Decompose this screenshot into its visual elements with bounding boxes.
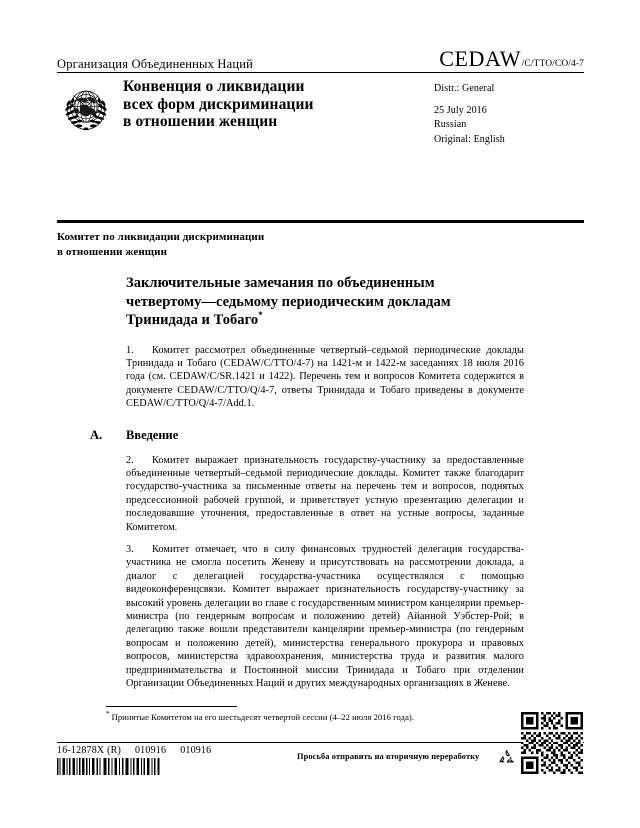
paragraph-number: 1. xyxy=(126,344,134,356)
page-title xyxy=(126,274,524,330)
masthead-top-row xyxy=(57,48,584,70)
paragraph-2 xyxy=(126,454,524,534)
document-content xyxy=(90,274,524,699)
recycle-request-text: Просьба отправить на вторичную переработку xyxy=(297,752,480,761)
paragraph-number: 3. xyxy=(126,543,134,555)
distribution-spacer xyxy=(434,97,584,104)
paragraph-3 xyxy=(126,543,524,690)
page-title-line-2: четвертому—седьмому периодическим докладам xyxy=(126,293,451,310)
document-symbol-suffix: /C/TTO/CO/4-7 xyxy=(521,59,584,69)
masthead xyxy=(57,48,584,70)
un-emblem xyxy=(57,80,115,138)
committee-name-line-1: Комитет по ликвидации дискриминации xyxy=(57,231,265,243)
distribution-type: Distr.: General xyxy=(434,83,495,94)
barcode xyxy=(57,758,162,775)
committee-divider xyxy=(57,220,584,223)
document-symbol-main: CEDAW xyxy=(439,46,522,71)
paragraph-text: Комитет отмечает, что в силу финансовых трудностей делегация государства-участника не смогла посетить Женеву и присутствовать на рассмотрении доклада, а диалог с делегацией государства-участника осуществлялся с помощью видеоконференцсвязи. Комитет выражает признательность государству-участнику за высокий уровень делегации во главе с государственным министром канцелярии премьер-министра (по гендерным вопросам и положению детей) Айанной Уэбстер-Рой; в делегацию также вошли представители канцелярии премьер-министра (по гендерным вопросам и положению детей), министерства генерального прокурора и правовых вопросов, министерства здравоохранения, министерства труда и развития малого предпринимательства и Постоянной миссии Тринидада и Тобаго при отделении Организации Объединенных Наций и других международных организациях в Женеве. xyxy=(126,543,524,690)
un-emblem-container xyxy=(57,78,119,147)
date-code-2: 010916 xyxy=(180,745,212,756)
distribution-block xyxy=(434,78,584,147)
footnote-separator xyxy=(106,706,237,707)
section-letter: A. xyxy=(90,427,103,442)
convention-title-line-3: в отношении женщин xyxy=(123,113,278,130)
committee-name-line-2: в отношении женщин xyxy=(57,246,168,258)
recycle-icon xyxy=(497,748,516,767)
paragraph-number: 2. xyxy=(126,454,134,466)
committee-name xyxy=(57,230,397,260)
footnote xyxy=(106,712,526,723)
masthead-body xyxy=(57,78,584,147)
convention-title-line-1: Конвенция о ликвидации xyxy=(123,78,305,95)
paragraph-1 xyxy=(126,344,524,411)
footnote-marker: * xyxy=(106,710,110,719)
footnote-text: Принятые Комитетом на его шестьдесят четвертой сессии (4–22 июля 2016 года). xyxy=(111,712,415,722)
job-number-line xyxy=(57,745,225,756)
page-title-line-3: Тринидада и Тобаго xyxy=(126,312,259,328)
masthead-divider xyxy=(57,72,584,73)
document-date: 25 July 2016 xyxy=(434,104,487,116)
section-title: Введение xyxy=(126,427,179,442)
paragraph-text: Комитет выражает признательность государству-участнику за предоставленные объединенные четвертый–седьмой периодические доклады. Комитет также благодарит государство-участника за письменные ответы на перечень тем и вопросов, поднятых предсессионной рабочей группой, и приветствует устную презентацию делегации и последовавшие уточнения, предоставленные в ответ на устные вопросы, заданные Комитетом. xyxy=(126,454,524,533)
document-original-language: Original: English xyxy=(434,133,505,145)
document-language: Russian xyxy=(434,119,467,130)
document-symbol xyxy=(439,48,584,70)
title-footnote-marker: * xyxy=(258,310,263,321)
page-title-line-1: Заключительные замечания по объединенным xyxy=(126,275,435,291)
qr-code xyxy=(521,712,583,774)
date-code-1: 010916 xyxy=(134,745,167,756)
job-number: 16-12878X (R) xyxy=(57,745,121,756)
section-heading-introduction xyxy=(90,427,524,443)
footer-divider xyxy=(57,742,584,743)
paragraph-text: Комитет рассмотрел объединенные четвертый–седьмой периодические доклады Тринидада и Тобаго (CEDAW/C/TTO/4-7) на 1421-м и 1422-м заседаниях 18 июля 2016 года (см. CEDAW/C/SR.1421 и 1422). Перечень тем и вопросов Комитета содержится в документе CEDAW/C/TTO/Q/4-7, ответы Тринидада и Тобаго приведены в документе CEDAW/C/TTO/Q/4-7/Add.1. xyxy=(126,344,524,410)
convention-title-line-2: всех форм дискриминации xyxy=(123,95,314,113)
organization-name: Организация Объединенных Наций xyxy=(57,56,254,71)
convention-title xyxy=(119,78,434,147)
